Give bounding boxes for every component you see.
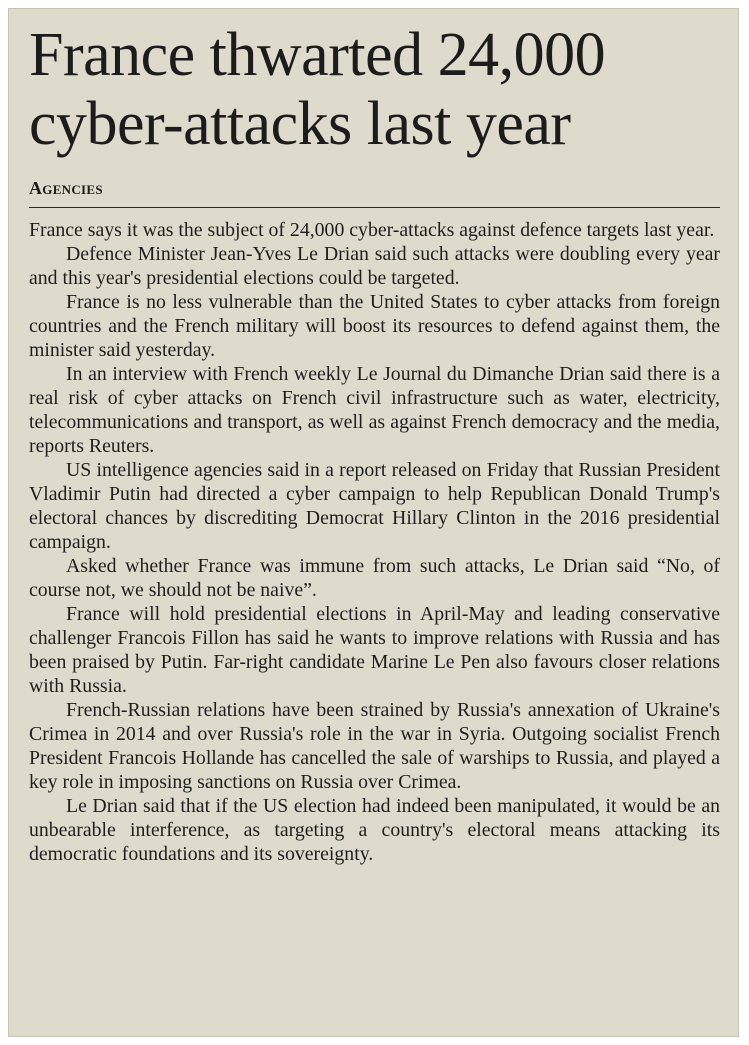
- paragraph: Defence Minister Jean-Yves Le Drian said such attacks were doubling every year and this year's presidential elections could be targeted.: [29, 243, 720, 289]
- paragraph: France will hold presidential elections in April-May and leading conservative challenger Francois Fillon has said he wants to improve relations with Russia and has been praised by Putin. Far-right candidate Marine Le Pen also favours closer relations with Russia.: [29, 603, 720, 697]
- paragraph: France is no less vulnerable than the United States to cyber attacks from foreign countries and the French military will boost its resources to defend against them, the minister said yesterday.: [29, 291, 720, 361]
- article-body: [29, 218, 720, 866]
- paragraph: France says it was the subject of 24,000 cyber-attacks against defence targets last year.: [29, 219, 715, 241]
- byline: Agencies: [29, 178, 103, 198]
- newspaper-clipping: [8, 8, 739, 1037]
- paragraph: US intelligence agencies said in a report released on Friday that Russian President Vladimir Putin had directed a cyber campaign to help Republican Donald Trump's electoral chances by discrediting Democrat Hillary Clinton in the 2016 presidential campaign.: [29, 459, 720, 553]
- divider-rule: [29, 207, 720, 208]
- paragraph: Le Drian said that if the US election had indeed been manipulated, it would be an unbearable interference, as targeting a country's electoral means attacking its democratic foundations and its sovereignty.: [29, 795, 720, 865]
- paragraph: French-Russian relations have been strained by Russia's annexation of Ukraine's Crimea in 2014 and over Russia's role in the war in Syria. Outgoing socialist French President Francois Hollande has cancelled the sale of warships to Russia, and played a key role in imposing sanctions on Russia over Crimea.: [29, 699, 720, 793]
- headline: France thwarted 24,000 cyber-attacks last year: [29, 21, 606, 158]
- paragraph: In an interview with French weekly Le Journal du Dimanche Drian said there is a real risk of cyber attacks on French civil infrastructure such as water, electricity, telecommunications and transport, as well as against French democracy and the media, reports Reuters.: [29, 363, 720, 457]
- paragraph: Asked whether France was immune from such attacks, Le Drian said “No, of course not, we should not be naive”.: [29, 555, 720, 601]
